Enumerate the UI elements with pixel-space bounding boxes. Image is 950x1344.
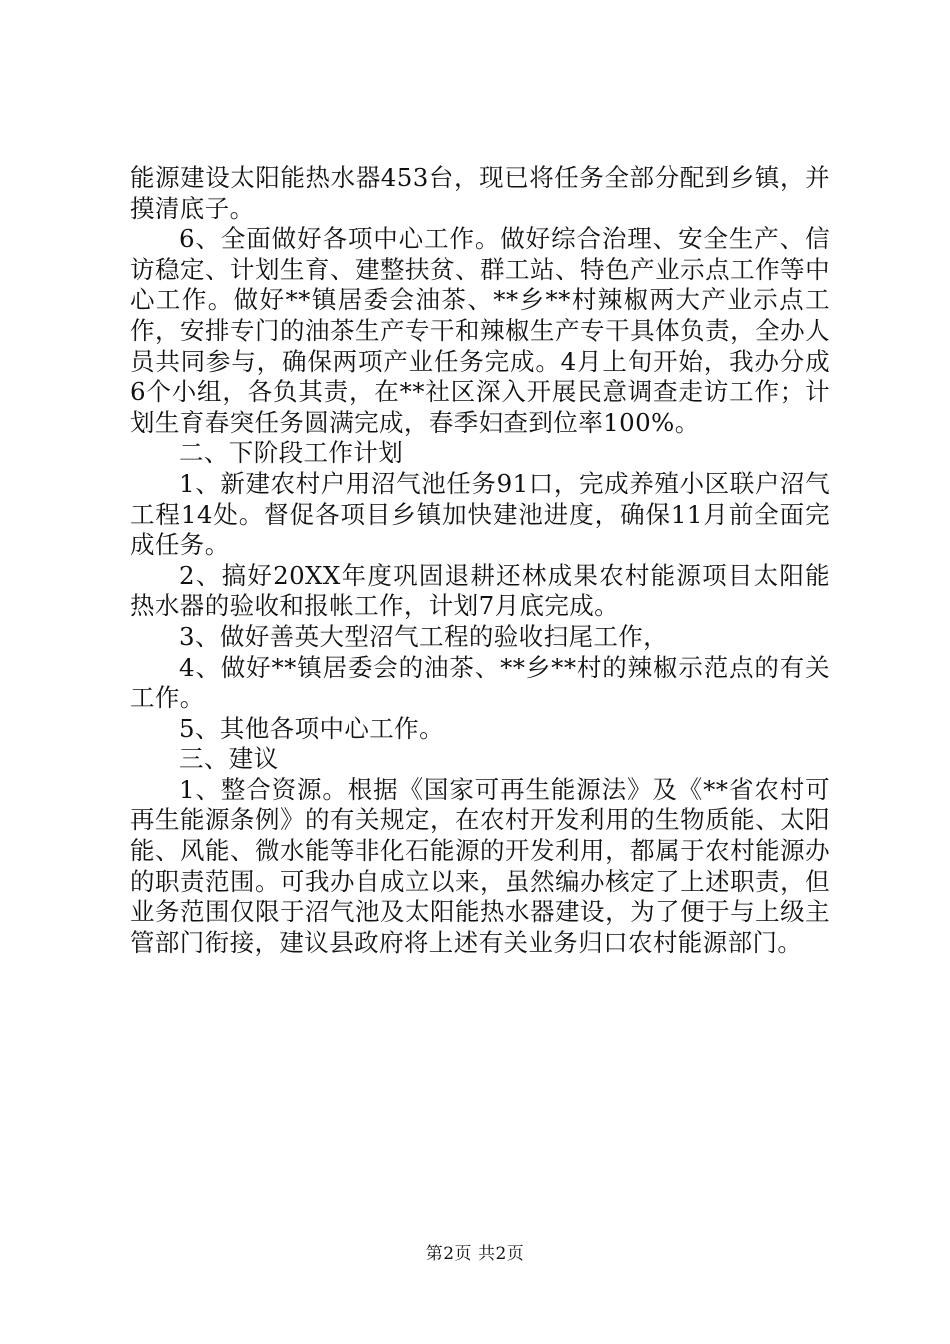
paragraph-continuation: 能源建设太阳能热水器453台，现已将任务全部分配到乡镇，并摸清底子。 xyxy=(130,163,830,223)
page-number-footer: 第2页 共2页 xyxy=(425,1244,525,1264)
plan-item-2: 2、搞好20XX年度巩固退耕还林成果农村能源项目太阳能热水器的验收和报帐工作，计划7月底完成。 xyxy=(130,560,830,621)
plan-item-5: 5、其他各项中心工作。 xyxy=(179,713,444,743)
plan-item-3: 3、做好善英大型沼气工程的验收扫尾工作， xyxy=(179,621,669,651)
suggestion-item-1: 1、整合资源。根据《国家可再生能源法》及《**省农村可再生能源条例》的有关规定，在农村开发利用的生物质能、太阳能、风能、微水能等非化石能源的开发利用，都属于农村能源办的职责范围。可我办自成立以来，虽然编办核定了上述职责，但业务范围仅限于沼气池及太阳能热水器建设，为了便于与上级主管部门衔接，建议县政府将上述有关业务归口农村能源部门。 xyxy=(130,774,830,957)
section-heading-suggestions: 三、建议 xyxy=(179,744,279,774)
plan-item-1: 1、新建农村户用沼气池任务91口，完成养殖小区联户沼气工程14处。督促各项目乡镇加快建池进度，确保11月前全面完成任务。 xyxy=(130,468,830,560)
document-body xyxy=(130,163,830,958)
section-heading-next-plan: 二、下阶段工作计划 xyxy=(179,438,404,468)
paragraph-item-6: 6、全面做好各项中心工作。做好综合治理、安全生产、信访稳定、计划生育、建整扶贫、群工站、特色产业示点工作等中心工作。做好**镇居委会油茶、**乡**村辣椒两大产业示点工作，安排专门的油茶生产专干和辣椒生产专干具体负责，全办人员共同参与，确保两项产业任务完成。4月上旬开始，我办分成6个小组，各负其责，在**社区深入开展民意调查走访工作；计划生育春突任务圆满完成，春季妇查到位率100%。 xyxy=(130,224,830,437)
plan-item-4: 4、做好**镇居委会的油茶、**乡**村的辣椒示范点的有关工作。 xyxy=(130,652,830,713)
